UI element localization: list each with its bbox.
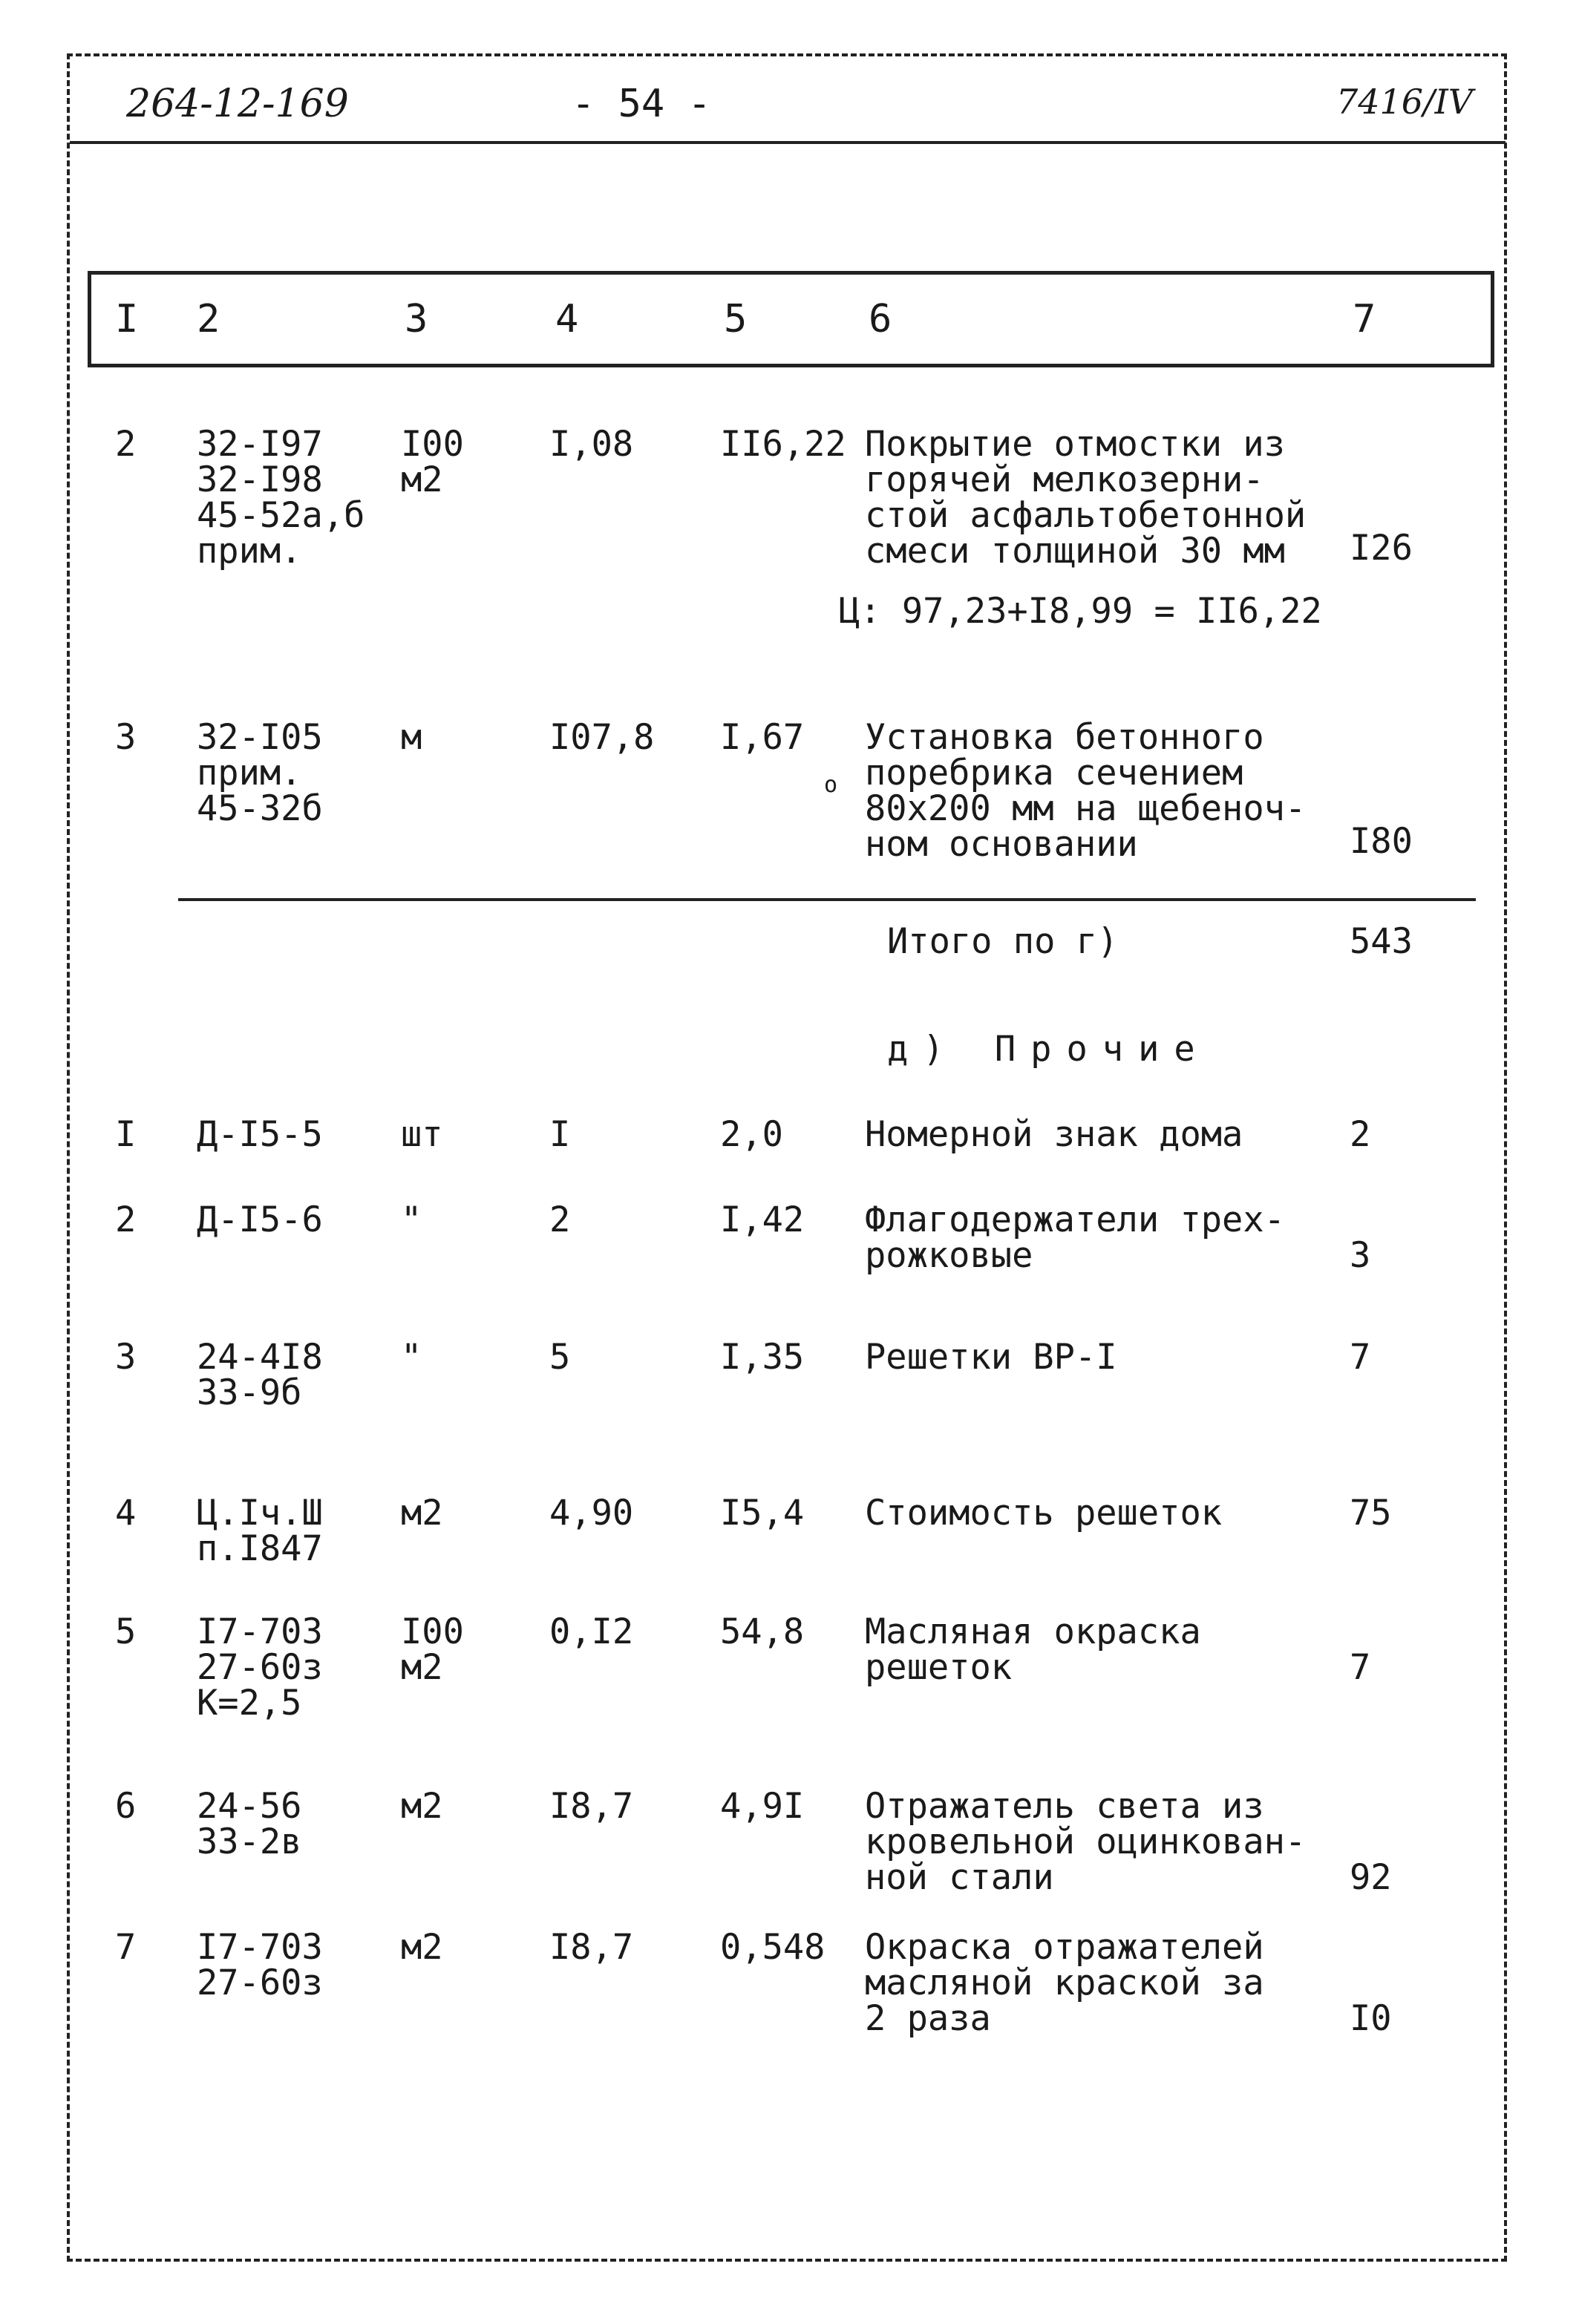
row-number: 4 [115,1493,137,1533]
row-unit: I00 м2 [401,424,464,500]
col-header-6: 6 [869,297,892,341]
row-quantity: I,08 [549,424,634,465]
row-description: Окраска отражателей масляной краской за 2 раза [865,1927,1264,2039]
row-code: I7-703 27-60з К=2,5 [197,1611,323,1724]
row-description: Решетки ВР-I [865,1337,1117,1378]
col-header-5: 5 [724,297,748,341]
row-code: 32-I05 прим. 45-32б [197,717,323,829]
row-number: 2 [115,1199,137,1240]
row-number: 6 [115,1786,137,1827]
row-code: 32-I97 32-I98 45-52а,б прим. [197,424,365,572]
row-description: Номерной знак дома [865,1114,1243,1155]
row-description: Флагодержатели трех- рожковые [865,1199,1285,1276]
row-price: I,42 [720,1199,805,1240]
subtotal-rule [178,898,1476,901]
row-number: I [115,1114,137,1155]
stray-mark: о [824,772,838,798]
subtotal-value: 543 [1350,921,1413,962]
archive-number: 7416/IV [1336,82,1473,122]
row-code: 24-56 33-2в [197,1786,302,1862]
row-price: I5,4 [720,1493,805,1533]
row-price: 2,0 [720,1114,783,1155]
column-header-box [88,271,1494,367]
row-description: Установка бетонного поребрика сечением 80х200 мм на щебеноч- ном основании [865,717,1307,865]
row-code: I7-703 27-60з [197,1927,323,2003]
row-description: Масляная окраска решеток [865,1611,1201,1688]
row-total: 2 [1350,1114,1371,1155]
row-quantity: 0,I2 [549,1611,634,1652]
row-total: I80 [1350,821,1413,862]
row-quantity: I [549,1114,571,1155]
col-header-7: 7 [1353,297,1376,341]
row-unit: шт [401,1114,443,1155]
row-description: Отражатель света из кровельной оцинкован- ной стали [865,1786,1307,1898]
row-price: I,35 [720,1337,805,1378]
row-code: Д-I5-5 [197,1114,323,1155]
row-total: 7 [1350,1337,1371,1378]
row-total: I0 [1350,1998,1392,2039]
col-header-3: 3 [405,297,428,341]
col-header-4: 4 [555,297,579,341]
row-code: Д-I5-6 [197,1199,323,1240]
row-description: Покрытие отмостки из горячей мелкозерни- стой асфальтобетонной смеси толщиной 30 мм [865,424,1307,572]
row-quantity: 4,90 [549,1493,634,1533]
row-description: Стоимость решеток [865,1493,1223,1533]
row-unit: м2 [401,1493,443,1533]
row-unit: I00 м2 [401,1611,464,1688]
subtotal-label: Итого по г) [887,921,1119,962]
row-unit: " [401,1337,422,1378]
row-total: I26 [1350,528,1413,569]
row-quantity: I8,7 [549,1786,634,1827]
page-number: - 54 - [572,82,711,126]
row-total: 3 [1350,1235,1371,1276]
row-number: 2 [115,424,137,465]
col-header-2: 2 [197,297,220,341]
row-price: 0,548 [720,1927,826,1968]
header-rule [70,141,1506,144]
row-number: 5 [115,1611,137,1652]
row-quantity: 2 [549,1199,571,1240]
row-unit: " [401,1199,422,1240]
row-total: 92 [1350,1857,1392,1898]
row-unit: м [401,717,422,758]
row-unit: м2 [401,1786,443,1827]
row-number: 3 [115,1337,137,1378]
col-header-1: I [115,297,139,341]
row-number: 3 [115,717,137,758]
row-code: 24-4I8 33-9б [197,1337,323,1413]
row-price: I,67 [720,717,805,758]
row-total: 75 [1350,1493,1392,1533]
row-price: 4,9I [720,1786,805,1827]
row-total: 7 [1350,1647,1371,1688]
row-code: Ц.Iч.Ш п.I847 [197,1493,323,1569]
row-quantity: I8,7 [549,1927,634,1968]
section-title: д) Прочие [887,1029,1210,1070]
row-quantity: 5 [549,1337,571,1378]
row-quantity: I07,8 [549,717,655,758]
row-unit: м2 [401,1927,443,1968]
row-price: II6,22 [720,424,846,465]
price-note: Ц: 97,23+I8,99 = II6,22 [839,591,1322,632]
doc-code: 264-12-169 [126,82,349,126]
row-price: 54,8 [720,1611,805,1652]
row-number: 7 [115,1927,137,1968]
